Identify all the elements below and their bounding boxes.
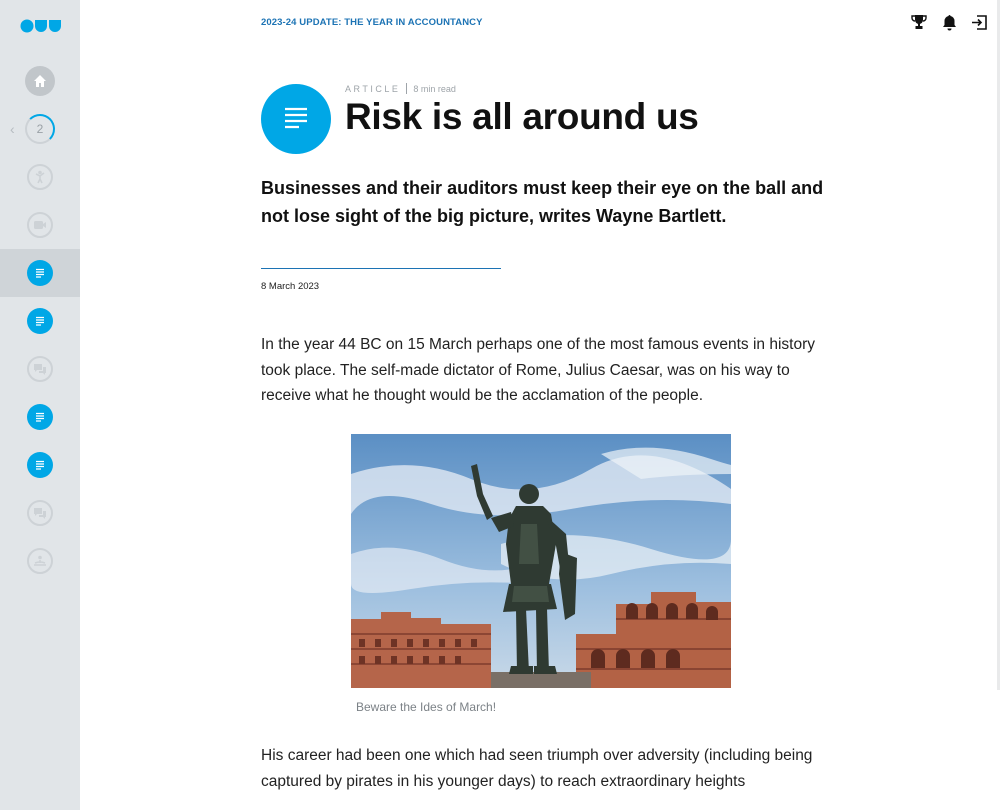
- article-type-label: ARTICLE: [345, 83, 401, 94]
- chevron-left-icon[interactable]: ‹: [10, 121, 15, 137]
- video-icon: [33, 219, 47, 231]
- discussion-icon: [33, 507, 47, 519]
- article-icon: [34, 411, 46, 423]
- section-title[interactable]: 2023-24 UPDATE: THE YEAR IN ACCOUNTANCY: [261, 17, 483, 28]
- home-icon: [33, 74, 47, 88]
- logout-icon[interactable]: [970, 12, 988, 32]
- meditation-icon: [33, 555, 47, 567]
- article-image: [351, 434, 731, 688]
- person-icon: [33, 170, 47, 184]
- sidebar-item-progress[interactable]: [0, 105, 80, 153]
- bell-icon[interactable]: [940, 12, 958, 32]
- sidebar-item-video[interactable]: [0, 201, 80, 249]
- trophy-icon[interactable]: [910, 12, 928, 32]
- article-paragraph: His career had been one which had seen triumph over adversity (including being captured by pirates in his younger days) to reach extraordinary heights: [261, 747, 813, 790]
- progress-icon: [25, 114, 55, 144]
- article-paragraph: In the year 44 BC on 15 March perhaps one of the most famous events in history took place. The self-made dictator of Rome, Julius Caesar, was on his way to receive what he thought would be the acclamation of the people.: [261, 336, 815, 404]
- page-title: Risk is all around us: [345, 96, 699, 137]
- sidebar-item-article-3[interactable]: [0, 393, 80, 441]
- discussion-icon: [33, 363, 47, 375]
- sidebar-item-article-4[interactable]: [0, 441, 80, 489]
- sidebar-nav: [0, 0, 80, 810]
- sidebar-item-reflection[interactable]: [0, 537, 80, 585]
- article-meta: [345, 83, 456, 94]
- article-icon: [283, 106, 309, 132]
- sidebar-item-article-current[interactable]: [0, 249, 80, 297]
- article-type-badge: [261, 84, 331, 154]
- meta-divider: [406, 83, 407, 94]
- progress-number: 2: [36, 122, 44, 136]
- sidebar-item-discussion-2[interactable]: [0, 489, 80, 537]
- sidebar-item-article-2[interactable]: [0, 297, 80, 345]
- article-icon: [34, 267, 46, 279]
- top-actions: [910, 12, 988, 32]
- image-caption: Beware the Ides of March!: [356, 700, 497, 714]
- sidebar-item-activity[interactable]: [0, 153, 80, 201]
- read-time: 8 min read: [413, 83, 456, 94]
- brand-logo[interactable]: [20, 18, 62, 34]
- sidebar-item-home[interactable]: [0, 57, 80, 105]
- article-date: 8 March 2023: [261, 281, 320, 292]
- article-icon: [34, 315, 46, 327]
- article-icon: [34, 459, 46, 471]
- sidebar-item-discussion-1[interactable]: [0, 345, 80, 393]
- article-standfirst: Businesses and their auditors must keep their eye on the ball and not lose sight of the big picture, writes Wayne Bartlett.: [261, 178, 824, 226]
- date-divider: [261, 268, 501, 269]
